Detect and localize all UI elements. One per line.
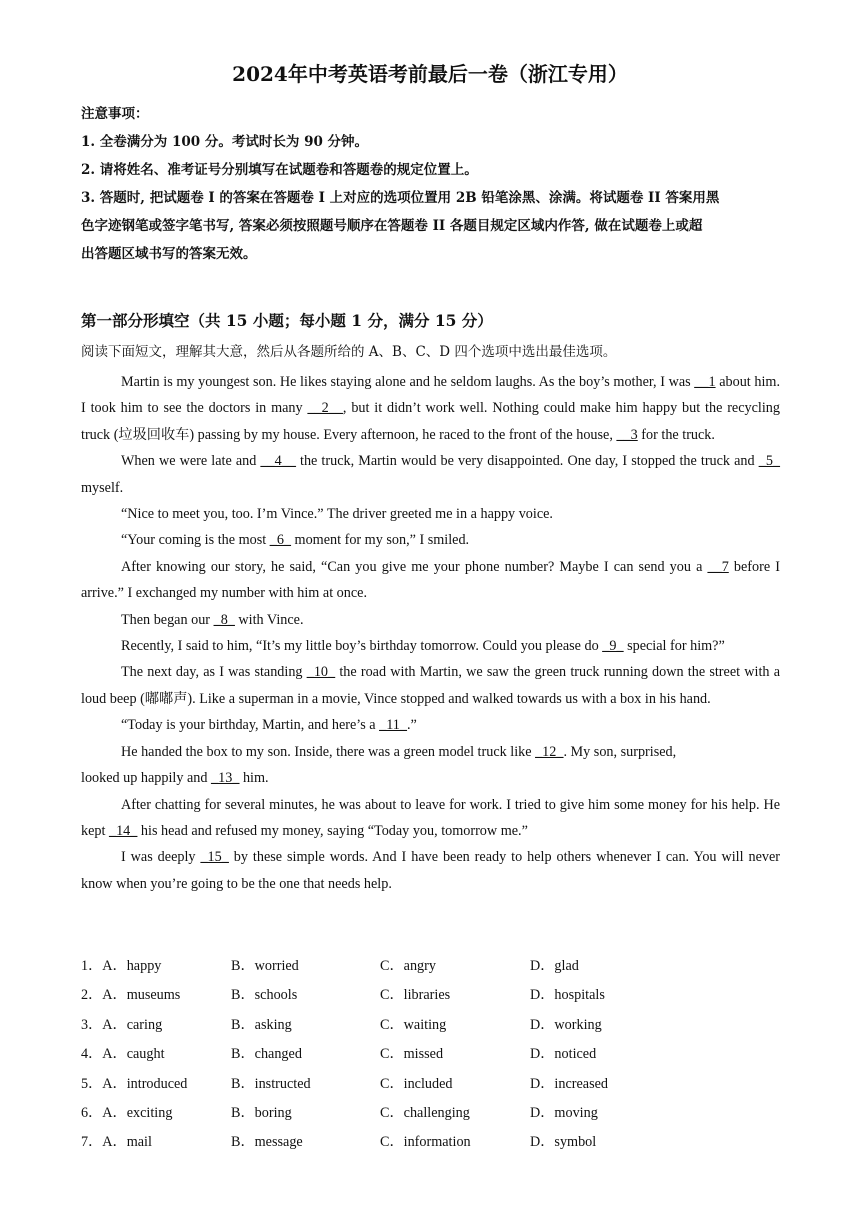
option-choice: D．moving [530,1104,598,1121]
question-options-row [81,981,781,1010]
option-choice: D．symbol [530,1134,597,1151]
answer-blank: _8_ [213,611,235,628]
notice-block [81,100,781,268]
question-options-row [81,1011,781,1040]
passage-text: He handed the box to my son. Inside, there was a green model truck like [121,743,536,760]
question-options-row [81,1128,781,1157]
passage-text: Martin is my youngest son. He likes staying alone and he seldom laughs. As the boy’s mother, I was [121,374,695,390]
notice-line: 色字迹钢笔或签字笔书写, 答案必须按照题号顺序在答题卷 II 各题目规定区域内作答, 做在试题卷上或超 [81,218,703,234]
option-choice: C．waiting [380,1016,447,1033]
section-instruction: 阅读下面短文，理解其大意，然后从各题所给的 A、B、C、D 四个选项中选出最佳选项。 [81,344,617,360]
option-choice: D．hospitals [530,987,605,1004]
passage-text: the truck, Martin would be very disappointed. One day, I stopped the truck and [295,453,759,470]
passage-text: looked up happily and [81,770,212,787]
passage-text: Then began our [121,611,214,628]
option-choice: 2．A．museums [81,987,181,1004]
passage-paragraph [81,369,780,448]
question-options-row [81,1099,781,1128]
passage-text: special for him?” [623,638,725,655]
option-choice: D．working [530,1016,602,1033]
option-choice: C．included [380,1075,453,1092]
passage-text: myself. [81,479,124,496]
answer-blank: __1 [694,374,716,390]
question-options-row [81,1070,781,1099]
passage-text: for the truck. [637,426,715,443]
passage-paragraph [81,712,780,738]
answer-blank: __7 [707,558,729,575]
passage-text: After chatting for several minutes, he was about to leave for work. I tried to give him some money for his help. He kept [81,796,780,839]
page-title: 2024年中考英语考前最后一卷（浙江专用） [232,62,628,86]
passage-text: I was deeply [121,849,201,866]
passage-paragraph [81,844,780,897]
answer-blank: _5_ [758,453,780,470]
passage-paragraph [81,792,780,845]
answer-blank: __2__ [307,400,343,417]
passage-paragraph [81,739,780,765]
passage-paragraph [81,659,780,712]
cloze-passage [81,369,780,897]
passage-paragraph [81,633,780,659]
passage-text: about him. I took him to see the doctors in many [81,374,780,417]
passage-text: “Today is your birthday, Martin, and here’s a [121,717,380,734]
passage-paragraph [81,554,780,607]
passage-text: The next day, as I was standing [121,664,307,681]
notice-heading: 注意事项： [81,106,149,122]
notice-line: 2. 请将姓名、准考证号分别填写在试题卷和答题卷的规定位置上。 [81,162,478,178]
notice-line: 3. 答题时, 把试题卷 I 的答案在答题卷 I 上对应的选项位置用 2B 铅笔涂黑、涂满。将试题卷 II 答案用黑 [81,190,720,206]
option-choice: 7．A．mail [81,1134,152,1151]
option-choice: 6．A．exciting [81,1104,173,1121]
option-choice: B．boring [231,1104,292,1121]
passage-text: his head and refused my money, saying “Today you, tomorrow me.” [137,822,528,839]
option-choice: 4．A．caught [81,1046,165,1063]
option-choice: D．increased [530,1075,608,1092]
option-choice: 3．A．caring [81,1016,163,1033]
passage-text: . My son, surprised, [563,743,677,760]
section-title: 第一部分形填空（共 15 小题；每小题 1 分，满分 15 分） [81,311,493,330]
answer-blank: _10_ [306,664,336,681]
option-choice: B．schools [231,987,298,1004]
option-choice: D．noticed [530,1046,597,1063]
answer-blank: _15_ [200,849,229,866]
passage-paragraph [81,607,780,633]
option-choice: C．libraries [380,987,451,1004]
option-choice: C．information [380,1134,471,1151]
passage-text: After knowing our story, he said, “Can you give me your phone number? Maybe I can send you a [121,558,708,575]
option-choice: 5．A．introduced [81,1075,188,1092]
answer-blank: _9_ [602,638,624,655]
answer-blank: _6_ [269,532,291,549]
passage-text: by these simple words. And I have been ready to help others whenever I can. You will never know when you’re going to be the one that needs help. [81,849,781,892]
passage-paragraph [81,448,780,501]
answer-blank: _14_ [108,822,138,839]
option-choice: B．asking [231,1016,292,1033]
passage-text: , but it didn’t work well. Nothing could make him happy but the recycling truck (垃圾回收车) passing by my house. Every afternoon, he raced to the front of the house, [81,400,780,443]
answer-blank: _11_ [379,717,407,734]
passage-text: .” [406,717,417,734]
passage-text: him. [239,770,269,787]
option-choice: B．worried [231,958,299,974]
notice-line: 1. 全卷满分为 100 分。考试时长为 90 分钟。 [81,134,369,150]
passage-text: Recently, I said to him, “It’s my little boy’s birthday tomorrow. Could you please do [121,638,603,655]
option-choice: B．changed [231,1046,302,1063]
option-choice: B．message [231,1134,303,1151]
passage-text: “Your coming is the most [121,532,270,549]
answer-blank: _12_ [535,743,564,760]
option-choice: C．challenging [380,1104,470,1121]
answer-blank: __4__ [260,453,296,470]
option-choice: D．glad [530,958,579,974]
answer-blank: _13_ [211,770,240,787]
question-options-row [81,1040,781,1069]
passage-text: the road with Martin, we saw the green truck running down the street with a loud beep (嘟嘟声). Like a superman in a movie, Vince stopped and walked towards us with a box in his hand. [81,664,780,707]
answer-blank: __3 [616,426,638,443]
option-choice: C．missed [380,1046,444,1063]
options-list [81,952,781,1158]
passage-paragraph [81,765,780,791]
passage-paragraph [81,501,780,527]
option-choice: 1．A．happy [81,958,162,974]
passage-text: with Vince. [234,611,304,628]
option-choice: B．instructed [231,1075,311,1092]
passage-text: When we were late and [121,453,261,470]
notice-line: 出答题区域书写的答案无效。 [81,246,257,262]
passage-text: “Nice to meet you, too. I’m Vince.” The driver greeted me in a happy voice. [121,506,553,523]
passage-text: before I arrive.” I exchanged my number with him at once. [81,558,780,602]
passage-text: moment for my son,” I smiled. [291,532,470,549]
passage-paragraph [81,527,780,553]
option-choice: C．angry [380,958,436,974]
question-options-row [81,952,781,981]
